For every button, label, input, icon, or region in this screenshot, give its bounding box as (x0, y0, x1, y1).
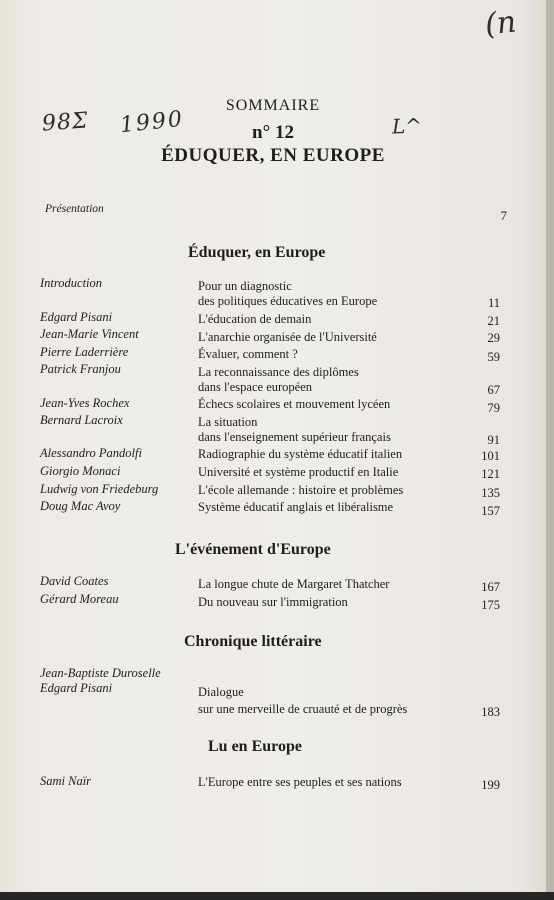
toc-article-title: L'Europe entre ses peuples et ses nations (198, 775, 402, 789)
toc-author: Jean-Yves Rochex (40, 396, 130, 410)
toc-page-number: 91 (487, 433, 500, 447)
toc-author: Ludwig von Friedeburg (40, 482, 159, 496)
toc-article-title-cont: dans l'espace européen (198, 380, 313, 394)
toc-article-title: La situation (198, 415, 258, 429)
sommaire-heading: SOMMAIRE (225, 97, 321, 114)
toc-page-number: 157 (481, 504, 500, 518)
toc-author: David Coates (40, 574, 109, 588)
toc-author: Doug Mac Avoy (40, 499, 121, 513)
toc-author: Alessandro Pandolfi (40, 446, 142, 460)
section-title-chronique: Chronique littéraire (184, 633, 322, 650)
toc-article-title: Du nouveau sur l'immigration (198, 595, 348, 609)
toc-article-title: L'anarchie organisée de l'Université (198, 330, 377, 344)
toc-author: Giorgio Monaci (40, 464, 121, 478)
toc-author: Introduction (40, 276, 103, 290)
toc-author: Jean-Baptiste Duroselle (40, 666, 161, 680)
toc-article-title-cont: sur une merveille de cruauté et de progrès (198, 702, 408, 716)
toc-article-title: La longue chute de Margaret Thatcher (198, 577, 390, 591)
toc-page-number: 175 (481, 598, 500, 612)
toc-page-number: 183 (481, 705, 500, 719)
toc-article-title: Université et système productif en Italie (198, 465, 399, 479)
page-edge-shadow (546, 0, 554, 900)
toc-article-title: La reconnaissance des diplômes (198, 365, 359, 379)
toc-page-number: 67 (487, 383, 500, 397)
toc-article-title-cont: des politiques éducatives en Europe (198, 294, 378, 308)
presentation-label: Présentation (45, 203, 104, 215)
toc-article-title: L'éducation de demain (198, 312, 312, 326)
issue-number: n° 12 (252, 122, 294, 143)
toc-page-number: 121 (481, 467, 500, 481)
section-title-lu-en-europe: Lu en Europe (208, 738, 302, 755)
toc-article-title-cont: dans l'enseignement supérieur français (198, 430, 391, 444)
toc-article-title: Évaluer, comment ? (198, 347, 298, 361)
presentation-page: 7 (500, 208, 507, 223)
handwritten-year: 1990 (118, 106, 186, 139)
toc-article-title: Radiographie du système éducatif italien (198, 447, 403, 461)
toc-article-title: L'école allemande : histoire et problèmes (198, 483, 404, 497)
handwritten-reference: 98Σ (41, 108, 90, 137)
toc-page-number: 135 (481, 486, 500, 500)
toc-page-number: 167 (481, 580, 500, 594)
section-title-evenement: L'événement d'Europe (175, 541, 331, 558)
toc-article-title: Échecs scolaires et mouvement lycéen (198, 397, 391, 411)
toc-author-second: Edgard Pisani (40, 681, 113, 695)
toc-author: Patrick Franjou (40, 362, 121, 376)
toc-author: Jean-Marie Vincent (40, 327, 139, 341)
toc-author: Bernard Lacroix (40, 413, 123, 427)
toc-author: Gérard Moreau (40, 592, 119, 606)
handwritten-mark: L^ (391, 113, 423, 139)
toc-article-title: Système éducatif anglais et libéralisme (198, 500, 394, 514)
toc-page-number: 79 (487, 401, 500, 415)
toc-page-number: 21 (487, 314, 500, 328)
section-title-eduquer: Éduquer, en Europe (188, 244, 326, 261)
scan-bottom-edge (0, 892, 554, 900)
toc-page-number: 29 (487, 331, 500, 345)
toc-page-number: 199 (481, 778, 500, 792)
toc-author: Pierre Laderrière (40, 345, 129, 359)
toc-article-title: Pour un diagnostic (198, 279, 292, 293)
toc-author: Edgard Pisani (40, 310, 113, 324)
toc-page-number: 101 (481, 449, 500, 463)
toc-author: Sami Naïr (40, 774, 92, 788)
handwritten-corner-note: (n (483, 4, 518, 43)
toc-article-title: Dialogue (198, 685, 244, 699)
issue-title: ÉDUQUER, EN EUROPE (161, 145, 385, 166)
toc-page-number: 59 (487, 350, 500, 364)
toc-page-number: 11 (487, 296, 500, 310)
